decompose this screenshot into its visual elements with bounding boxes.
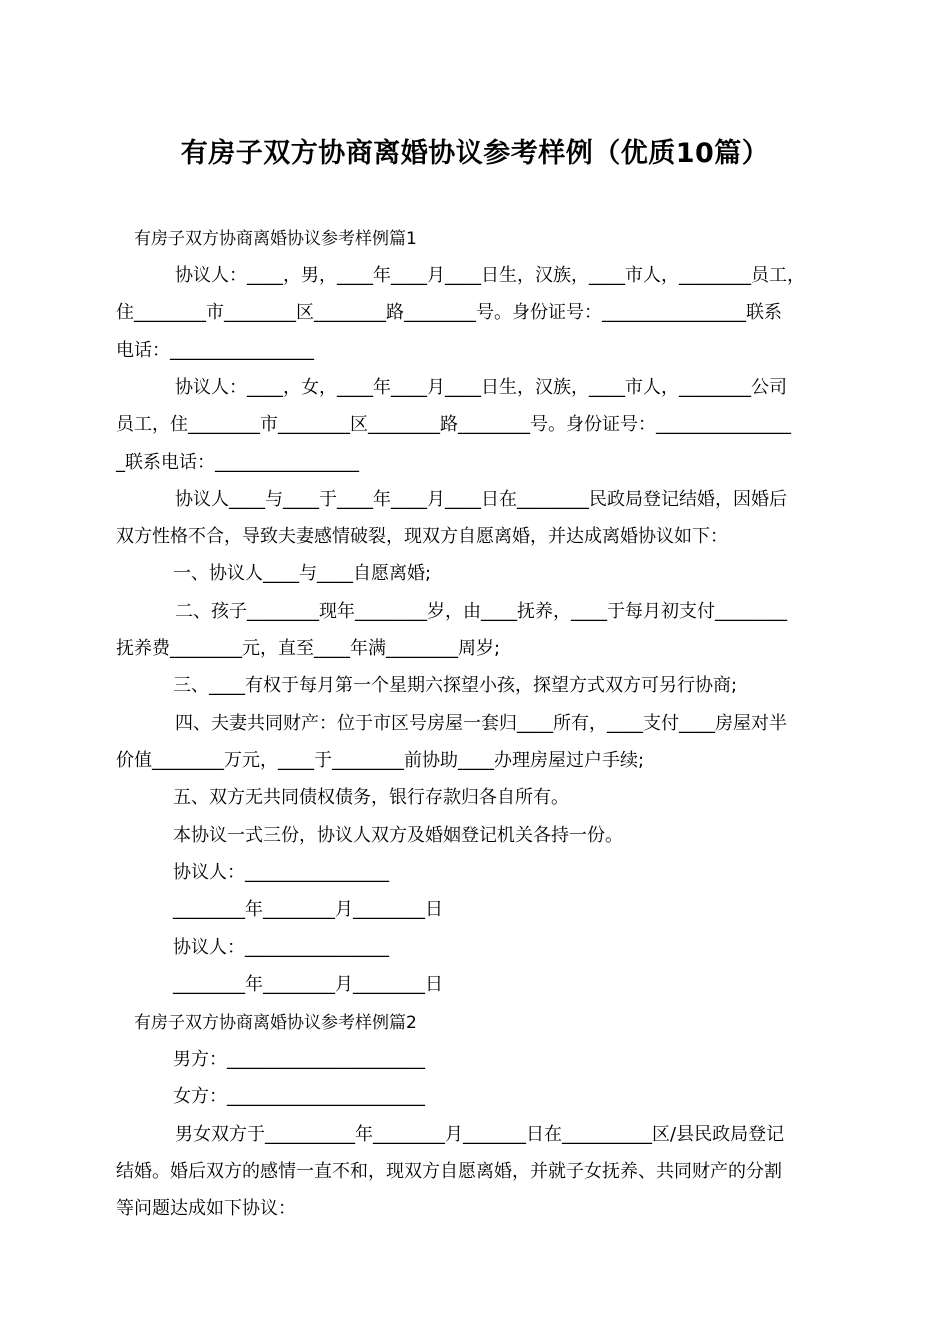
signature-1: 协议人：________________ [173,862,389,883]
clause-3: 三、____有权于每月第一个星期六探望小孩，探望方式双方可另行协商; [173,675,738,696]
clause-2-line-2: 抚养费________元，直至____年满________周岁; [116,638,501,659]
copies-note: 本协议一式三份，协议人双方及婚姻登记机关各持一份。 [173,825,623,846]
section2-intro-line-3: 等问题达成如下协议： [116,1198,296,1219]
male-party: 男方：______________________ [173,1049,425,1070]
party2-line-3: _联系电话：________________ [116,452,359,473]
party1-line-1: 协议人：____，男，____年____月____日生，汉族，____市人，________员工， [175,265,805,286]
party1-line-3: 电话：________________ [116,340,314,361]
clause-5: 五、双方无共同债权债务，银行存款归各自所有。 [173,787,569,808]
party1-line-2: 住________市________区________路________号。身份证号：________________联系 [116,302,782,323]
section2-heading: 有房子双方协商离婚协议参考样例篇2 [134,1013,417,1033]
clause-4-line-1: 四、夫妻共同财产：位于市区号房屋一套归____所有，____支付____房屋对半 [175,713,787,734]
clause-1: 一、协议人____与____自愿离婚; [173,563,432,584]
section2-intro-line-1: 男女双方于__________年________月_______日在__________区/县民政局登记 [175,1124,785,1145]
section1-heading: 有房子双方协商离婚协议参考样例篇1 [134,229,417,249]
section2-intro-line-2: 结婚。婚后双方的感情一直不和，现双方自愿离婚，并就子女抚养、共同财产的分割 [116,1161,782,1182]
clause-4-line-2: 价值________万元，____于________前协助____办理房屋过户手续; [116,750,645,771]
intro-line-2: 双方性格不合，导致夫妻感情破裂，现双方自愿离婚，并达成离婚协议如下： [116,526,728,547]
female-party: 女方：______________________ [173,1086,425,1107]
signature-2: 协议人：________________ [173,937,389,958]
party2-line-2: 员工，住________市________区________路________号。身份证号：_______________ [116,414,791,435]
document-title: 有房子双方协商离婚协议参考样例（优质10篇） [180,138,770,169]
party2-line-1: 协议人：____，女，____年____月____日生，汉族，____市人，________公司 [175,377,787,398]
date-2: ________年________月________日 [173,974,443,995]
intro-line-1: 协议人____与____于____年____月____日在________民政局登记结婚，因婚后 [175,489,787,510]
date-1: ________年________月________日 [173,899,443,920]
clause-2-line-1: 二、孩子________现年________岁，由____抚养，____于每月初支付________ [175,601,787,622]
